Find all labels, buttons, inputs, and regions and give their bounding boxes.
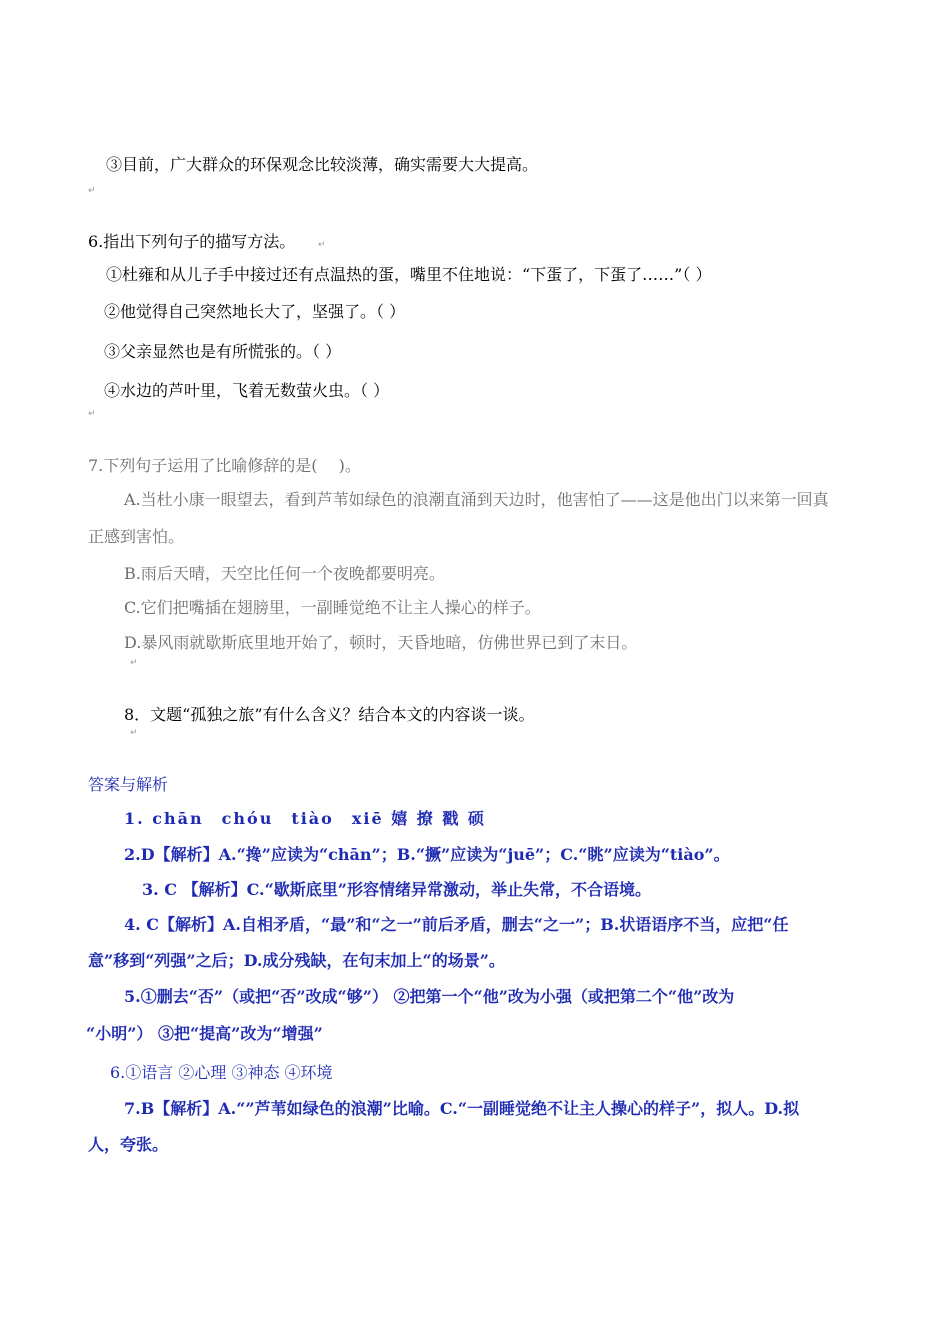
- answer-5: 5.①删去“否”（或把“否”改成“够”） ②把第一个“他”改为小强（或把第二个“他”改为: [124, 987, 735, 1006]
- q7-option-a-cont: 正感到害怕。: [88, 527, 185, 546]
- answer-7: 7.B【解析】A.“”芦苇如绿色的浪潮”比喻。C.“一副睡觉绝不让主人操心的样子”，拟人。D.拟: [124, 1099, 800, 1118]
- answer-2: 2.D【解析】A.“搀”应读为“chān”；B.“撅”应读为“juē”；C.“眺”应读为“tiào”。: [124, 845, 730, 864]
- q7-option-d: D.暴风雨就歇斯底里地开始了，顿时，天昏地暗，仿佛世界已到了末日。: [124, 633, 638, 652]
- paragraph-mark: ↵: [88, 409, 96, 419]
- q6-title: 6.指出下列句子的描写方法。: [88, 232, 296, 251]
- q6-item-4: ④水边的芦叶里，飞着无数萤火虫。（ ）: [104, 381, 390, 400]
- q7-title: 7.下列句子运用了比喻修辞的是( )。: [88, 456, 361, 475]
- paragraph-mark: ↵: [88, 186, 96, 196]
- answer-4-cont: 意”移到“列强”之后；D.成分残缺，在句末加上“的场景”。: [88, 951, 505, 970]
- q6-item-2: ②他觉得自己突然地长大了，坚强了。（ ）: [104, 302, 406, 321]
- q5-item-3: ③目前，广大群众的环保观念比较淡薄，确实需要大大提高。: [106, 155, 539, 174]
- answer-5-cont: “小明”） ③把“提高”改为“增强”: [86, 1024, 323, 1043]
- answer-4: 4. C【解析】A.自相矛盾，“最”和“之一”前后矛盾，删去“之一”；B.状语语序不当，应把“任: [124, 915, 789, 934]
- answer-7-cont: 人，夸张。: [88, 1135, 169, 1154]
- paragraph-mark: ↵: [318, 240, 326, 250]
- paragraph-mark: ↵: [130, 658, 138, 668]
- q7-option-b: B.雨后天晴，天空比任何一个夜晚都要明亮。: [124, 564, 445, 583]
- answers-heading: 答案与解析: [88, 775, 169, 794]
- q6-item-1: ①杜雍和从儿子手中接过还有点温热的蛋，嘴里不住地说：“下蛋了，下蛋了……”（ ）: [106, 265, 712, 284]
- q7-option-c: C.它们把嘴插在翅膀里，一副睡觉绝不让主人操心的样子。: [124, 598, 541, 617]
- q6-item-3: ③父亲显然也是有所慌张的。（ ）: [104, 342, 342, 361]
- q8-title: 8．文题“孤独之旅”有什么含义？结合本文的内容谈一谈。: [124, 705, 535, 724]
- answer-1: 1. chān chóu tiào xiē 嬉 撩 戳 硕: [124, 809, 486, 828]
- answer-3: 3. C 【解析】C.“歇斯底里”形容情绪异常激动，举止失常，不合语境。: [142, 880, 652, 899]
- q7-option-a: A.当杜小康一眼望去，看到芦苇如绿色的浪潮直涌到天边时，他害怕了——这是他出门以来第一回真: [124, 490, 829, 509]
- answer-6: 6.①语言 ②心理 ③神态 ④环境: [110, 1063, 333, 1082]
- paragraph-mark: ↵: [130, 728, 138, 738]
